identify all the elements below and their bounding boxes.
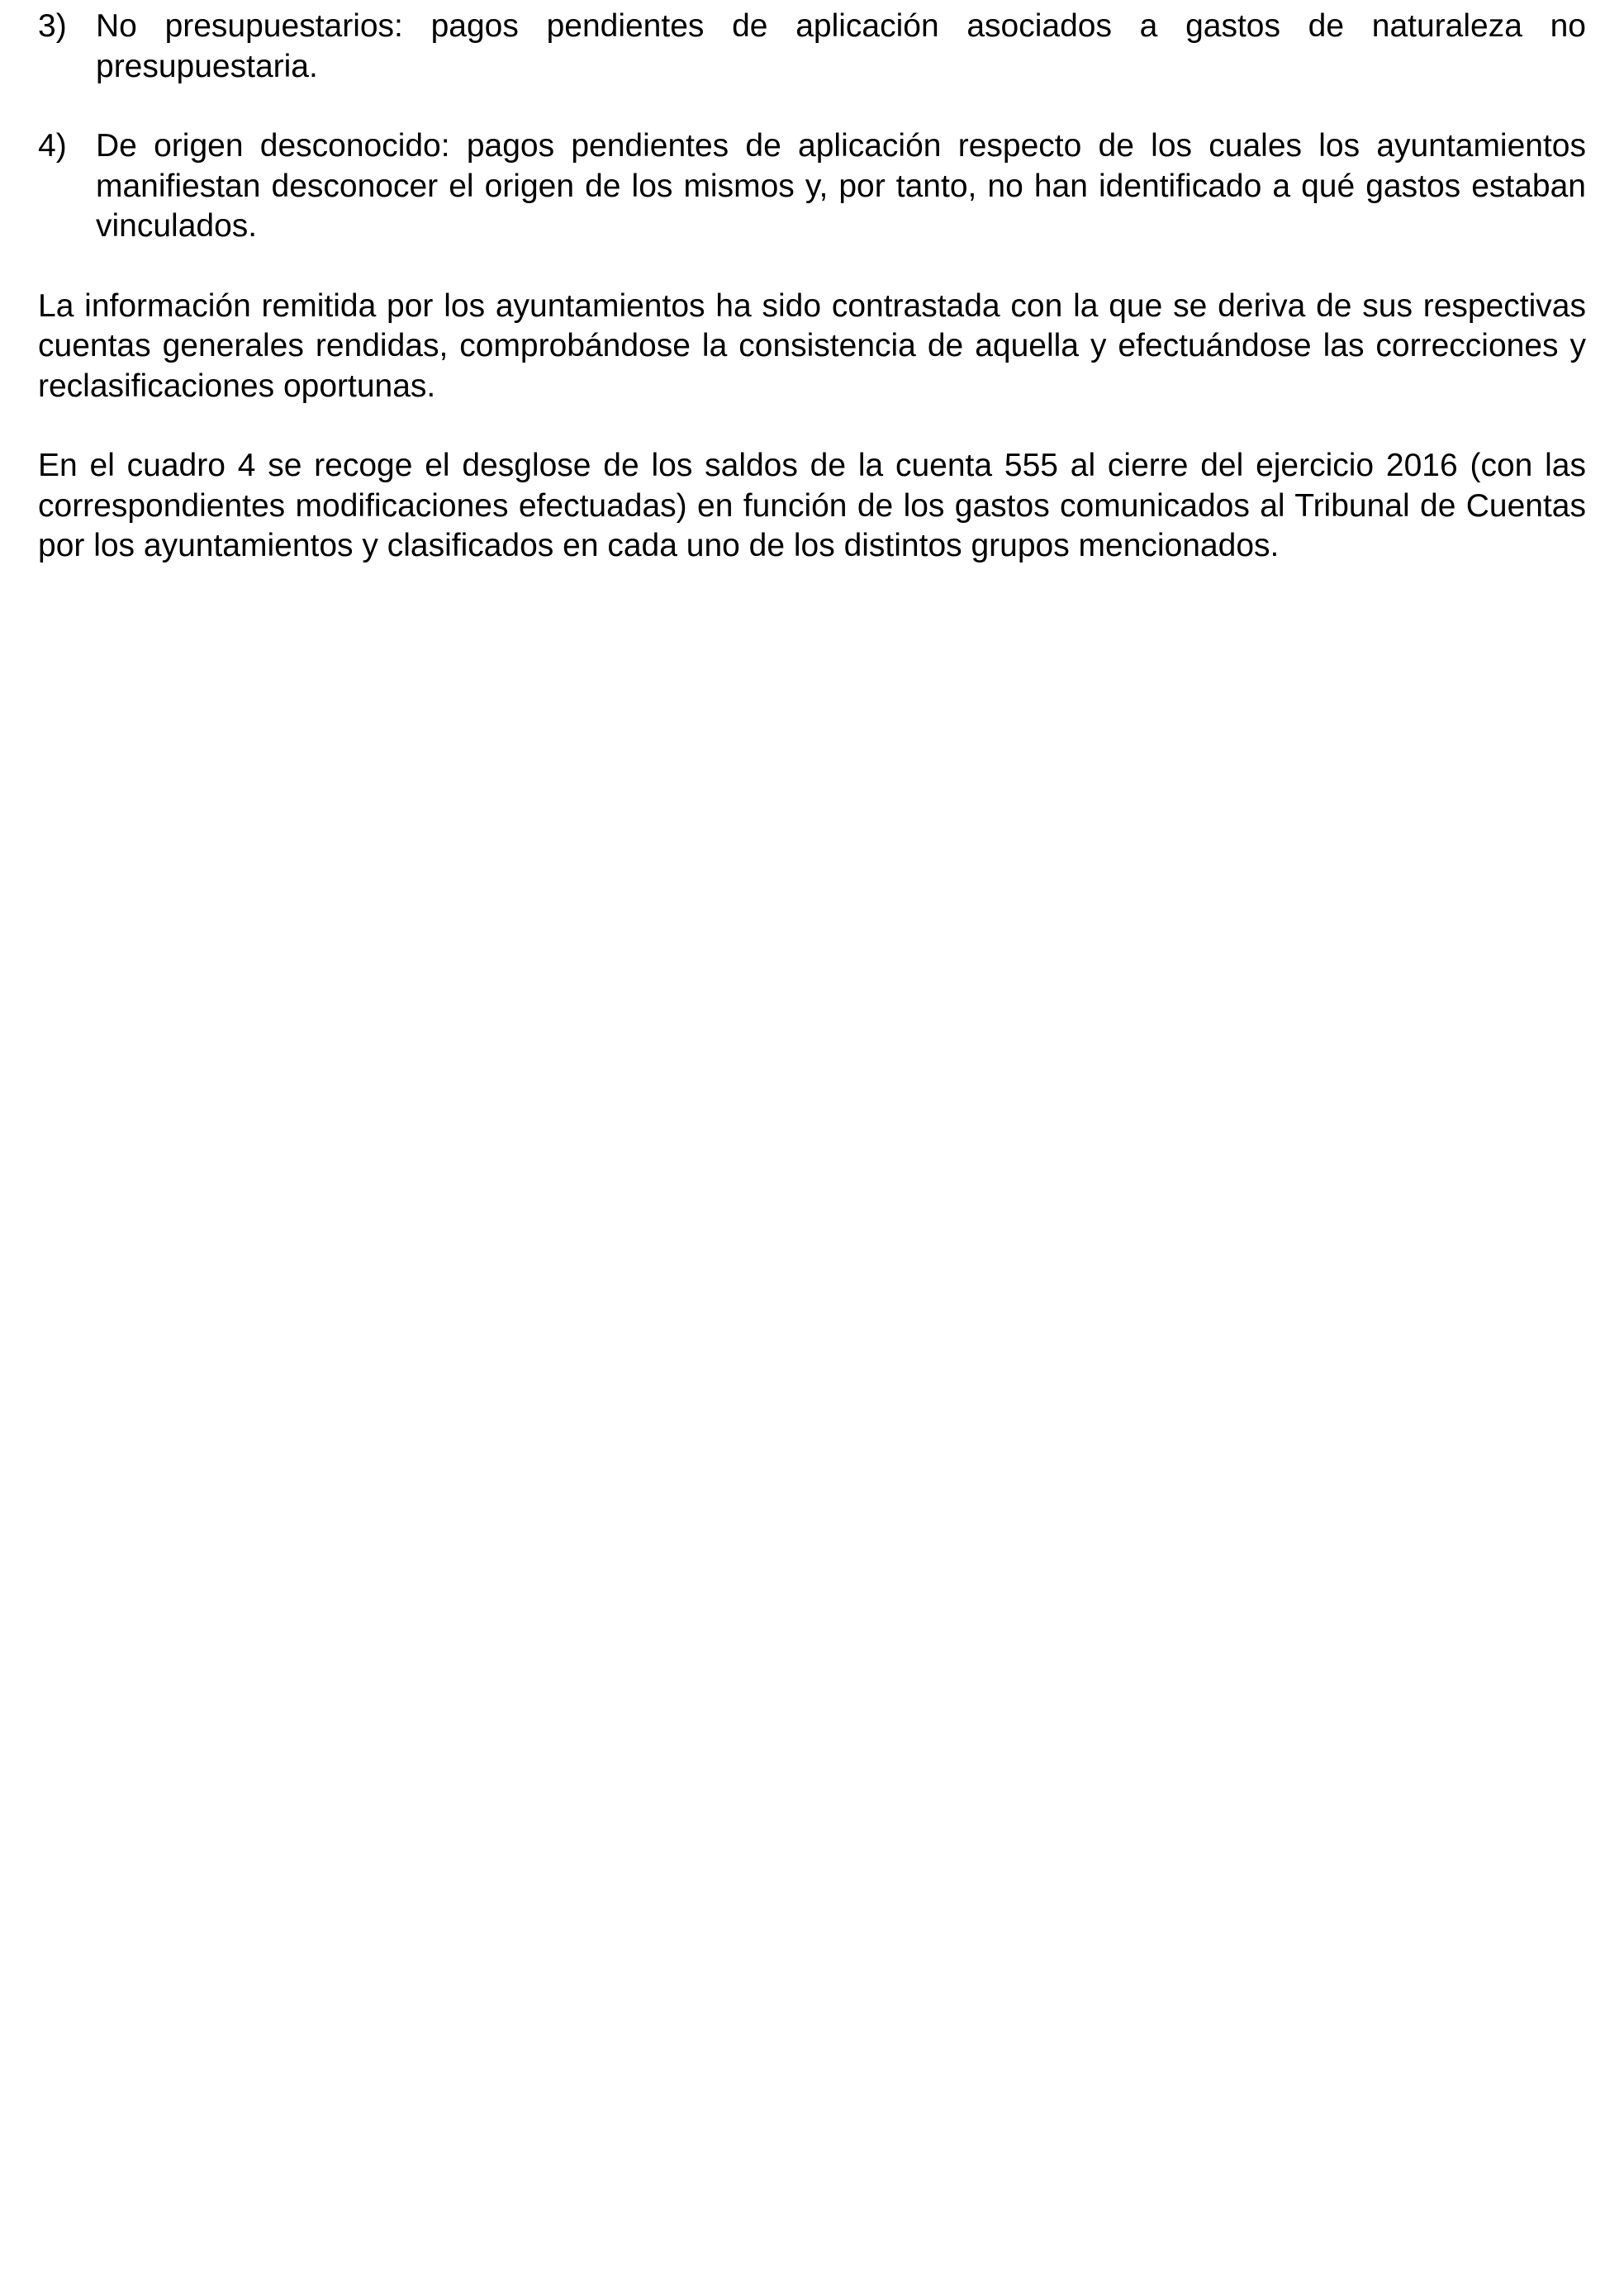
list-item-number: 4) xyxy=(38,128,67,164)
paragraph-information: La información remitida por los ayuntamientos ha sido contrastada con la que se deriva de sus respectivas cuentas generales rendidas, comprobándose la consistencia de aquella y efectuándose las correcciones y reclasificaciones oportunas. xyxy=(38,287,1586,404)
list-item-3 xyxy=(38,7,1586,87)
list-item-4 xyxy=(38,126,1586,247)
list-item-number: 3) xyxy=(38,8,67,44)
paragraph-cuadro-4: En el cuadro 4 se recoge el desglose de los saldos de la cuenta 555 al cierre del ejercicio 2016 (con las correspondientes modificaciones efectuadas) en función de los gastos comunicados al Tribunal de Cuentas por los ayuntamientos y clasificados en cada uno de los distintos grupos mencionados. xyxy=(38,448,1586,563)
list-item-text: De origen desconocido: pagos pendientes de aplicación respecto de los cuales los ayuntamientos manifiestan desconocer el origen de los mismos y, por tanto, no han identificado a qué gastos estaban vinculados. xyxy=(96,128,1586,244)
document-page xyxy=(38,7,1586,606)
list-item-text: No presupuestarios: pagos pendientes de aplicación asociados a gastos de naturaleza no presupuestaria. xyxy=(96,8,1586,84)
